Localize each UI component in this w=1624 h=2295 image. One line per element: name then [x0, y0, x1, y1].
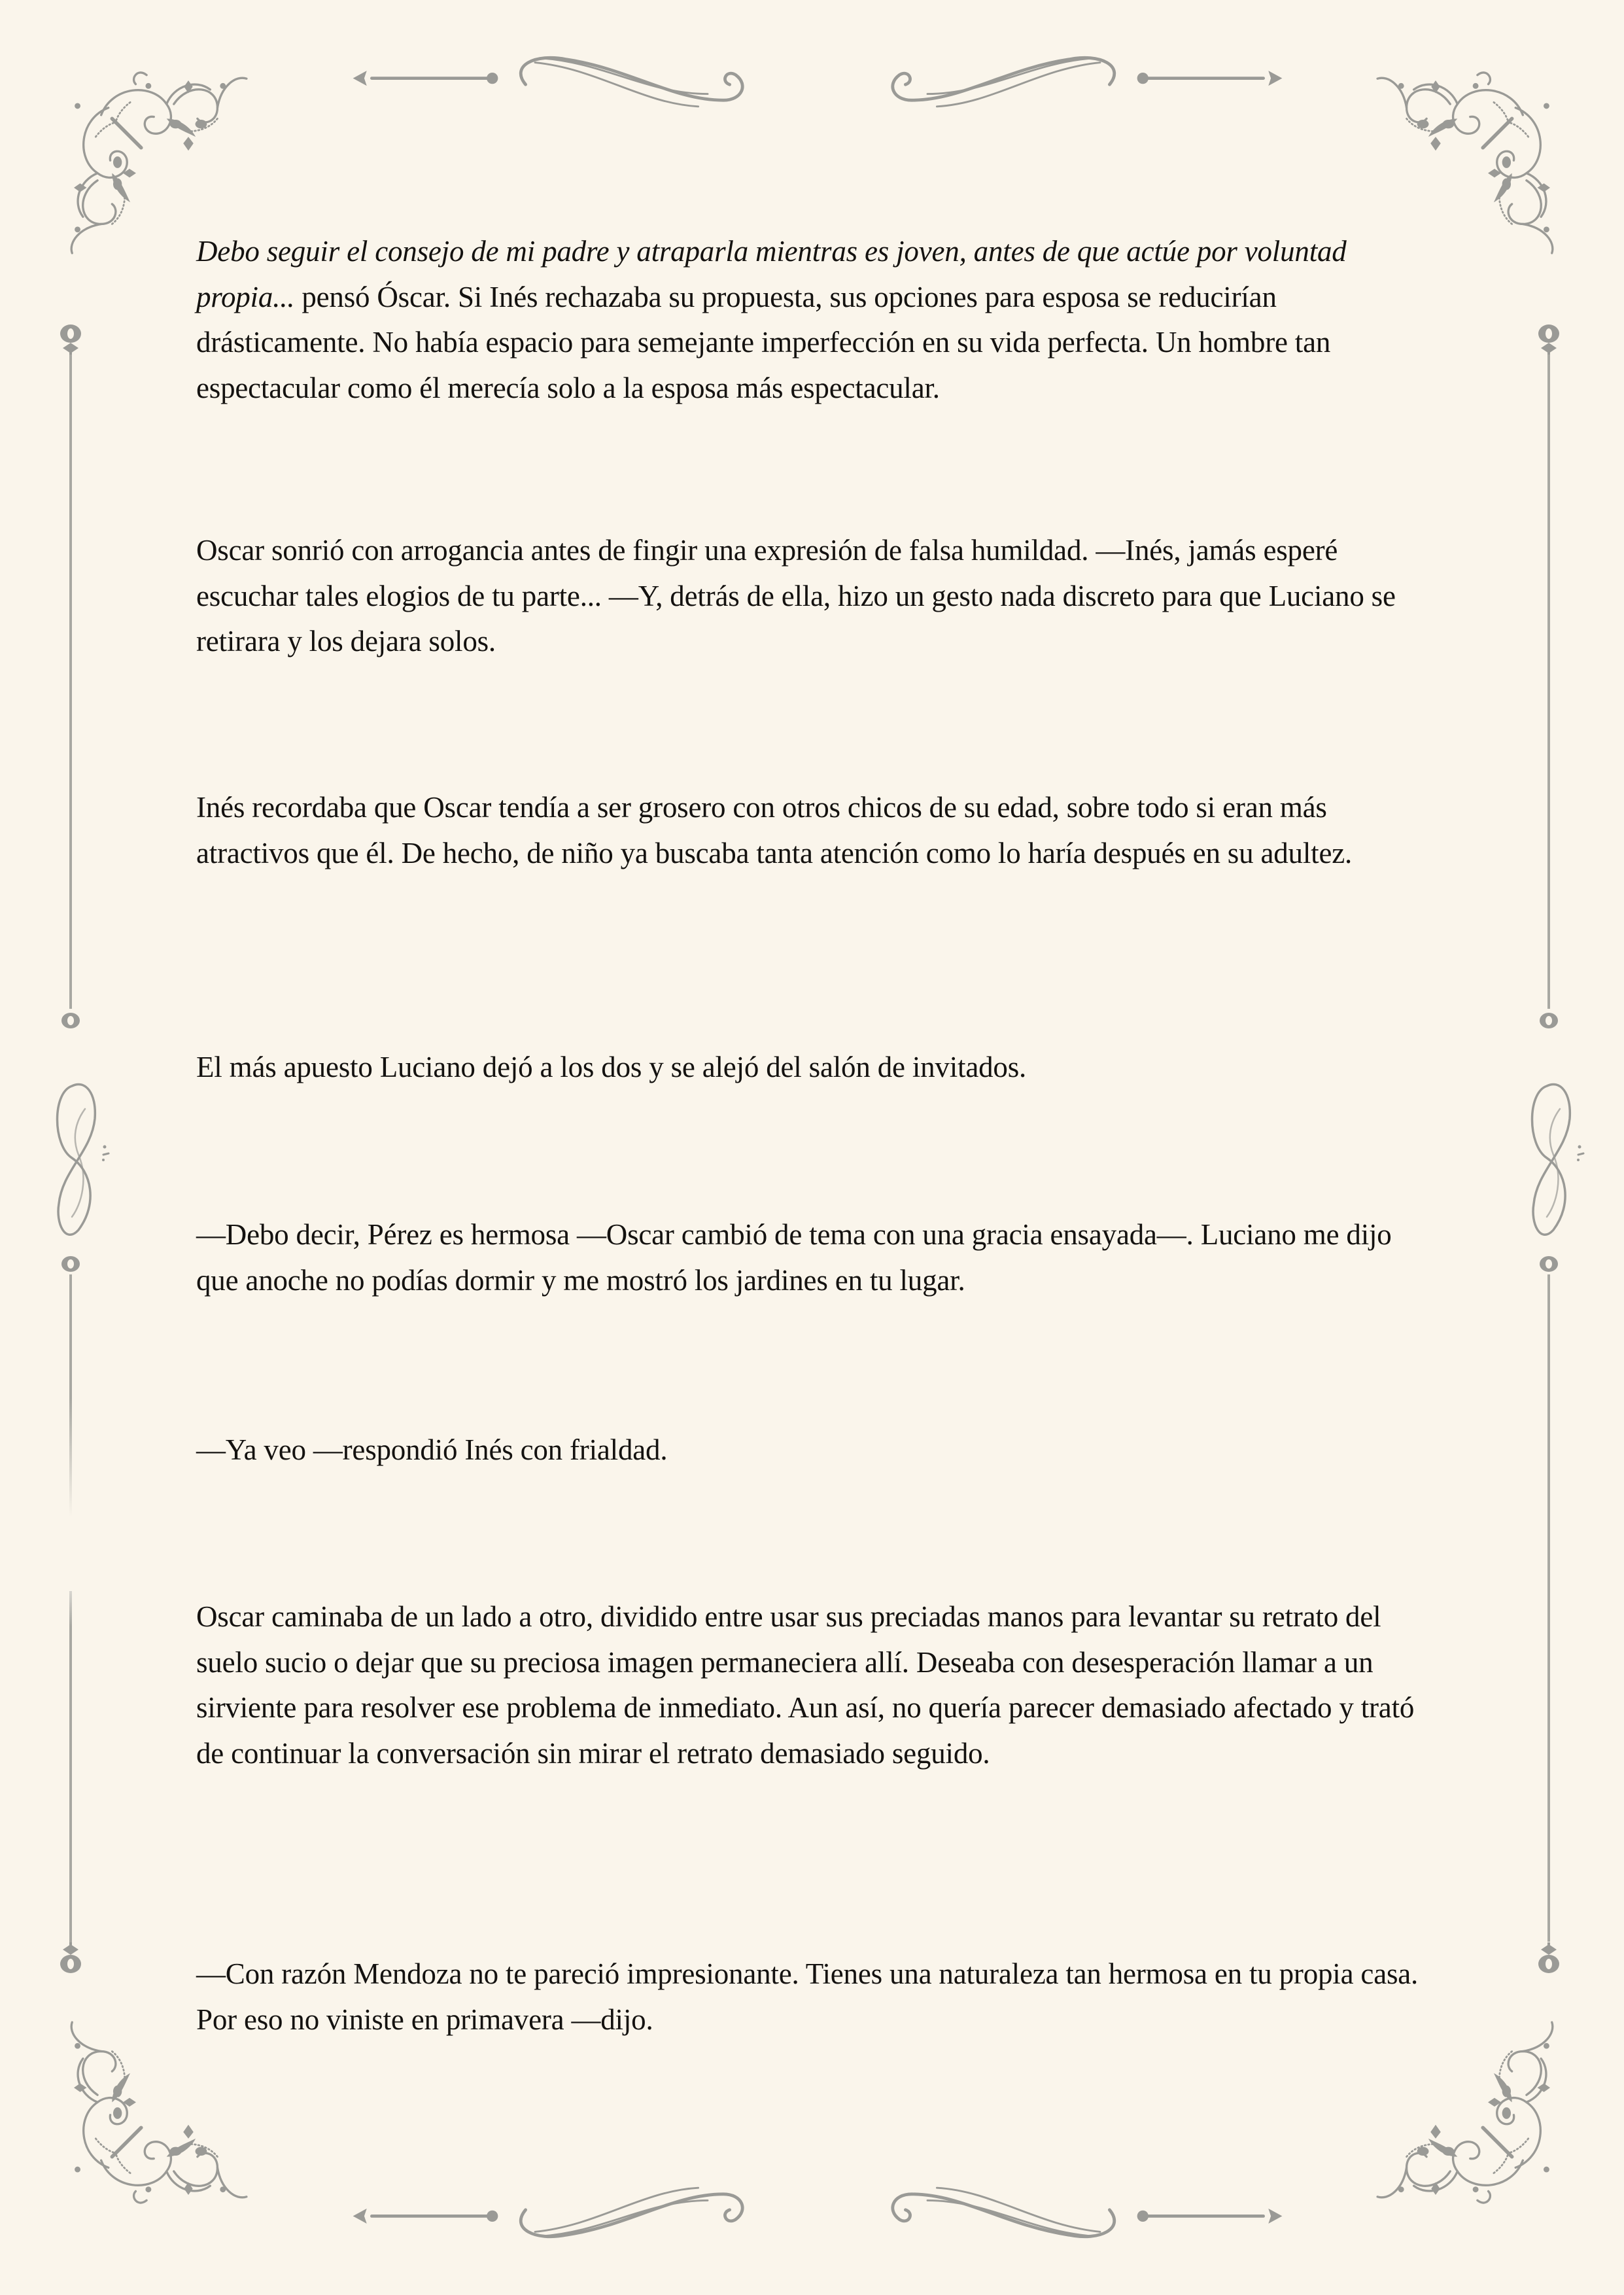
scroll-divider-icon: [343, 2175, 1292, 2254]
right-rod-lower: [1536, 1251, 1562, 1977]
left-infinity-knot: [46, 1073, 114, 1243]
bottom-divider-ornament: [343, 2175, 1292, 2254]
finial-icon: [1536, 1007, 1562, 1034]
finial-icon: [58, 1007, 84, 1034]
paragraph-1-text: pensó Óscar. Si Inés rechazaba su propuesta, sus opciones para esposa se reducirían drásticamente. No había espacio para semejante imperfección en su vida perfecta. Un hombre tan espectacular como él merecía solo a la esposa más espectacular.: [196, 280, 1331, 404]
finial-icon: [1536, 321, 1562, 360]
finial-icon: [58, 1938, 84, 1977]
paragraph-6: —Ya veo —respondió Inés con frialdad.: [196, 1433, 668, 1466]
top-divider-ornament: [343, 41, 1292, 119]
right-rod-upper: [1536, 321, 1562, 1034]
finial-icon: [58, 1251, 84, 1277]
paragraph-1-italic-thought: Debo seguir el consejo de mi padre y atraparla mientras es joven, antes de que actúe por voluntad propia...: [196, 235, 1347, 313]
paragraph-3: Inés recordaba que Oscar tendía a ser grosero con otros chicos de su edad, sobre todo si eran más atractivos que él. De hecho, de niño ya buscaba tanta atención como lo haría después en su adultez.: [196, 791, 1353, 869]
paragraph-1: [196, 229, 1432, 411]
infinity-knot-icon: [46, 1073, 114, 1243]
flourish-icon: [58, 2015, 254, 2211]
finial-icon: [58, 321, 84, 360]
scroll-divider-icon: [343, 41, 1292, 119]
infinity-knot-icon: [1521, 1073, 1589, 1243]
paragraph-8: —Con razón Mendoza no te pareció impresionante. Tienes una naturaleza tan hermosa en tu propia casa. Por eso no viniste en primavera —dijo.: [196, 1957, 1419, 2036]
paragraph-2: Oscar sonrió con arrogancia antes de fingir una expresión de falsa humildad. —Inés, jamás esperé escuchar tales elogios de tu parte... —Y, detrás de ella, hizo un gesto nada discreto para que Luciano se retirara y los dejara solos.: [196, 534, 1396, 657]
left-rod-lower: [58, 1251, 84, 1977]
paragraph-7: Oscar caminaba de un lado a otro, dividido entre usar sus preciadas manos para levantar su retrato del suelo sucio o dejar que su preciosa imagen permaneciera allí. Deseaba con desesperación llamar a un sirviente para resolver ese problema de inmediato. Aun así, no quería parecer demasiado afectado y trató de continuar la conversación sin mirar el retrato demasiado seguido.: [196, 1600, 1415, 1770]
corner-ornament-bottom-left: [58, 2015, 254, 2211]
flourish-icon: [1370, 2015, 1566, 2211]
corner-ornament-bottom-right: [1370, 2015, 1566, 2211]
paragraph-5: —Debo decir, Pérez es hermosa —Oscar cambió de tema con una gracia ensayada—. Luciano me dijo que anoche no podías dormir y me mostró los jardines en tu lugar.: [196, 1218, 1392, 1297]
left-rod-upper: [58, 321, 84, 1034]
finial-icon: [1536, 1251, 1562, 1277]
right-infinity-knot: [1521, 1073, 1589, 1243]
paragraph-4: El más apuesto Luciano dejó a los dos y se alejó del salón de invitados.: [196, 1051, 1027, 1083]
finial-icon: [1536, 1938, 1562, 1977]
